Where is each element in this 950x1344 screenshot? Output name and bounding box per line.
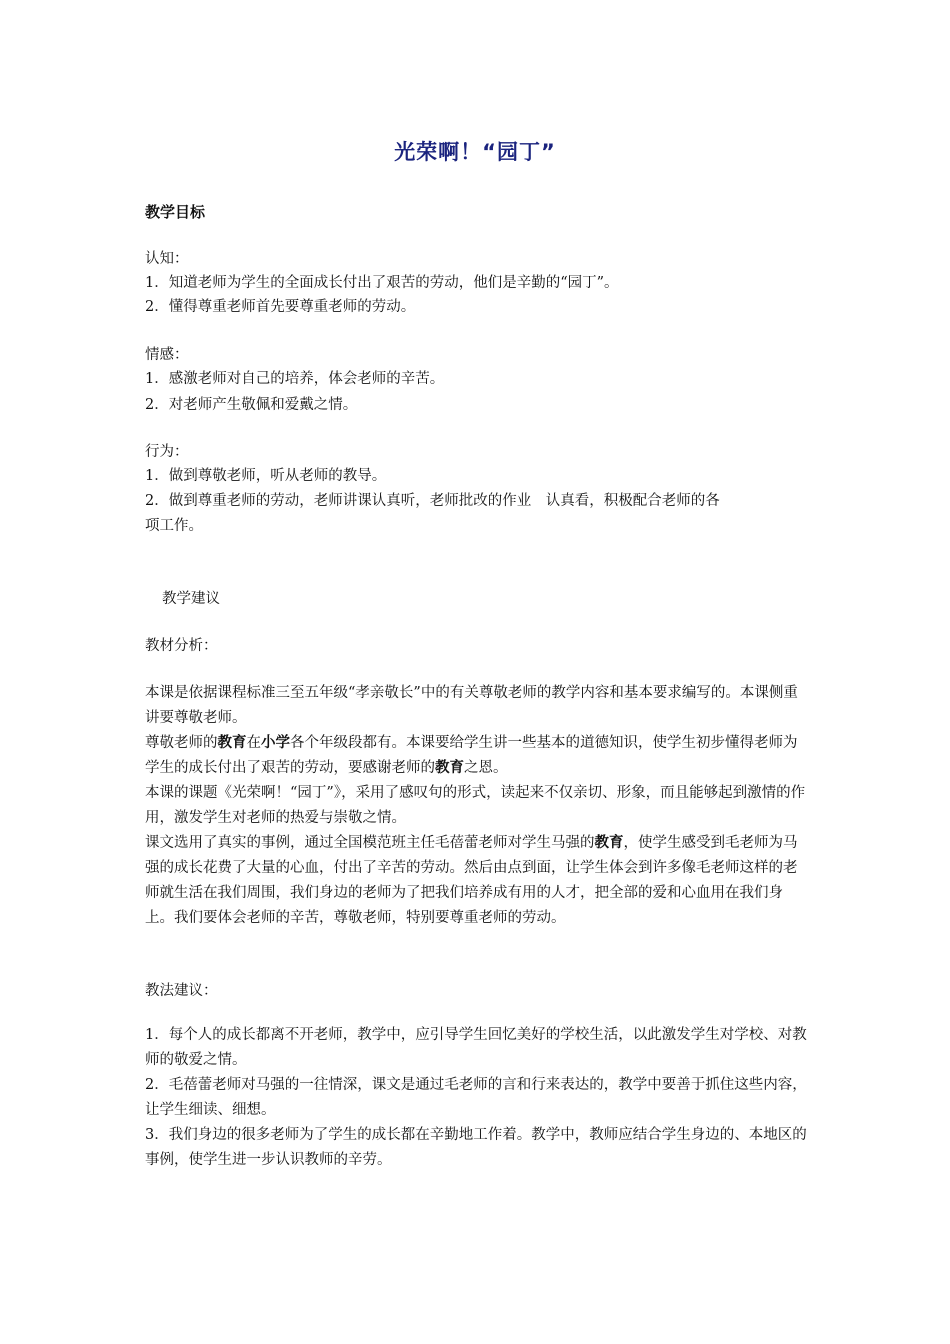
objectives-heading: 教学目标	[145, 203, 206, 221]
analysis-paragraph-2	[145, 731, 810, 781]
analysis-text	[145, 681, 810, 931]
behavior-label: 行为：	[145, 444, 189, 460]
suggestions-heading: 教学建议	[162, 591, 220, 607]
text-run: 各个年级段都有。本课要给学生讲一些基本的道德知识，使学生初步懂得老师为学生的成长付出了艰苦的劳动，要感谢老师的	[145, 735, 798, 776]
text-run: 尊敬老师的	[145, 735, 218, 751]
text-run: 之恩。	[464, 760, 508, 776]
cognition-item-2: 2．懂得尊重老师首先要尊重老师的劳动。	[145, 299, 416, 315]
keyword-primary-school: 小学	[261, 735, 290, 751]
analysis-label: 教材分析：	[145, 638, 218, 654]
analysis-paragraph-3: 本课的课题《光荣啊！“园丁”》，采用了感叹句的形式，读起来不仅亲切、形象，而且能够起到激情的作用，激发学生对老师的热爱与崇敬之情。	[145, 785, 806, 826]
keyword-education: 教育	[217, 735, 247, 751]
text-run: 在	[246, 735, 261, 751]
behavior-item-2-cont: 项工作。	[145, 518, 203, 534]
behavior-item-2: 2．做到尊重老师的劳动，老师讲课认真听，老师批改的作业 认真看，积极配合老师的各	[145, 493, 720, 509]
method-item-3: 3．我们身边的很多老师为了学生的成长都在辛勤地工作着。教学中，教师应结合学生身边的、本地区的事例，使学生进一步认识教师的辛劳。	[145, 1127, 807, 1168]
keyword-education: 教育	[594, 835, 624, 851]
analysis-paragraph-1: 本课是依据课程标准三至五年级“孝亲敬长”中的有关尊敬老师的教学内容和基本要求编写的。本课侧重讲要尊敬老师。	[145, 685, 798, 726]
method-label: 教法建议：	[145, 983, 218, 999]
page-title: 光荣啊！“园丁”	[394, 140, 556, 164]
behavior-item-1: 1．做到尊敬老师，听从老师的教导。	[145, 468, 387, 484]
method-list	[145, 1023, 810, 1173]
emotion-item-2: 2．对老师产生敬佩和爱戴之情。	[145, 397, 358, 413]
emotion-label: 情感：	[145, 347, 189, 363]
cognition-item-1: 1．知道老师为学生的全面成长付出了艰苦的劳动，他们是辛勤的“园丁”。	[145, 275, 619, 291]
method-item-2: 2．毛蓓蕾老师对马强的一往情深，课文是通过毛老师的言和行来表达的，教学中要善于抓住这些内容，让学生细读、细想。	[145, 1077, 807, 1118]
analysis-paragraph-4	[145, 831, 810, 931]
text-run: ，使学生感受到毛老师为马强的成长花费了大量的心血，付出了辛苦的劳动。然后由点到面，让学生体会到许多像毛老师这样的老师就生活在我们周围，我们身边的老师为了把我们培养成有用的人才，把全部的爱和心血用在我们身上。我们要体会老师的辛苦，尊敬老师，特别要尊重老师的劳动。	[145, 835, 798, 926]
method-item-1: 1．每个人的成长都离不开老师，教学中，应引导学生回忆美好的学校生活，以此激发学生对学校、对教师的敬爱之情。	[145, 1027, 807, 1068]
emotion-item-1: 1．感激老师对自己的培养，体会老师的辛苦。	[145, 371, 445, 387]
cognition-label: 认知：	[145, 251, 189, 267]
text-run: 课文选用了真实的事例，通过全国模范班主任毛蓓蕾老师对学生马强的	[145, 835, 595, 851]
keyword-education: 教育	[435, 760, 464, 776]
